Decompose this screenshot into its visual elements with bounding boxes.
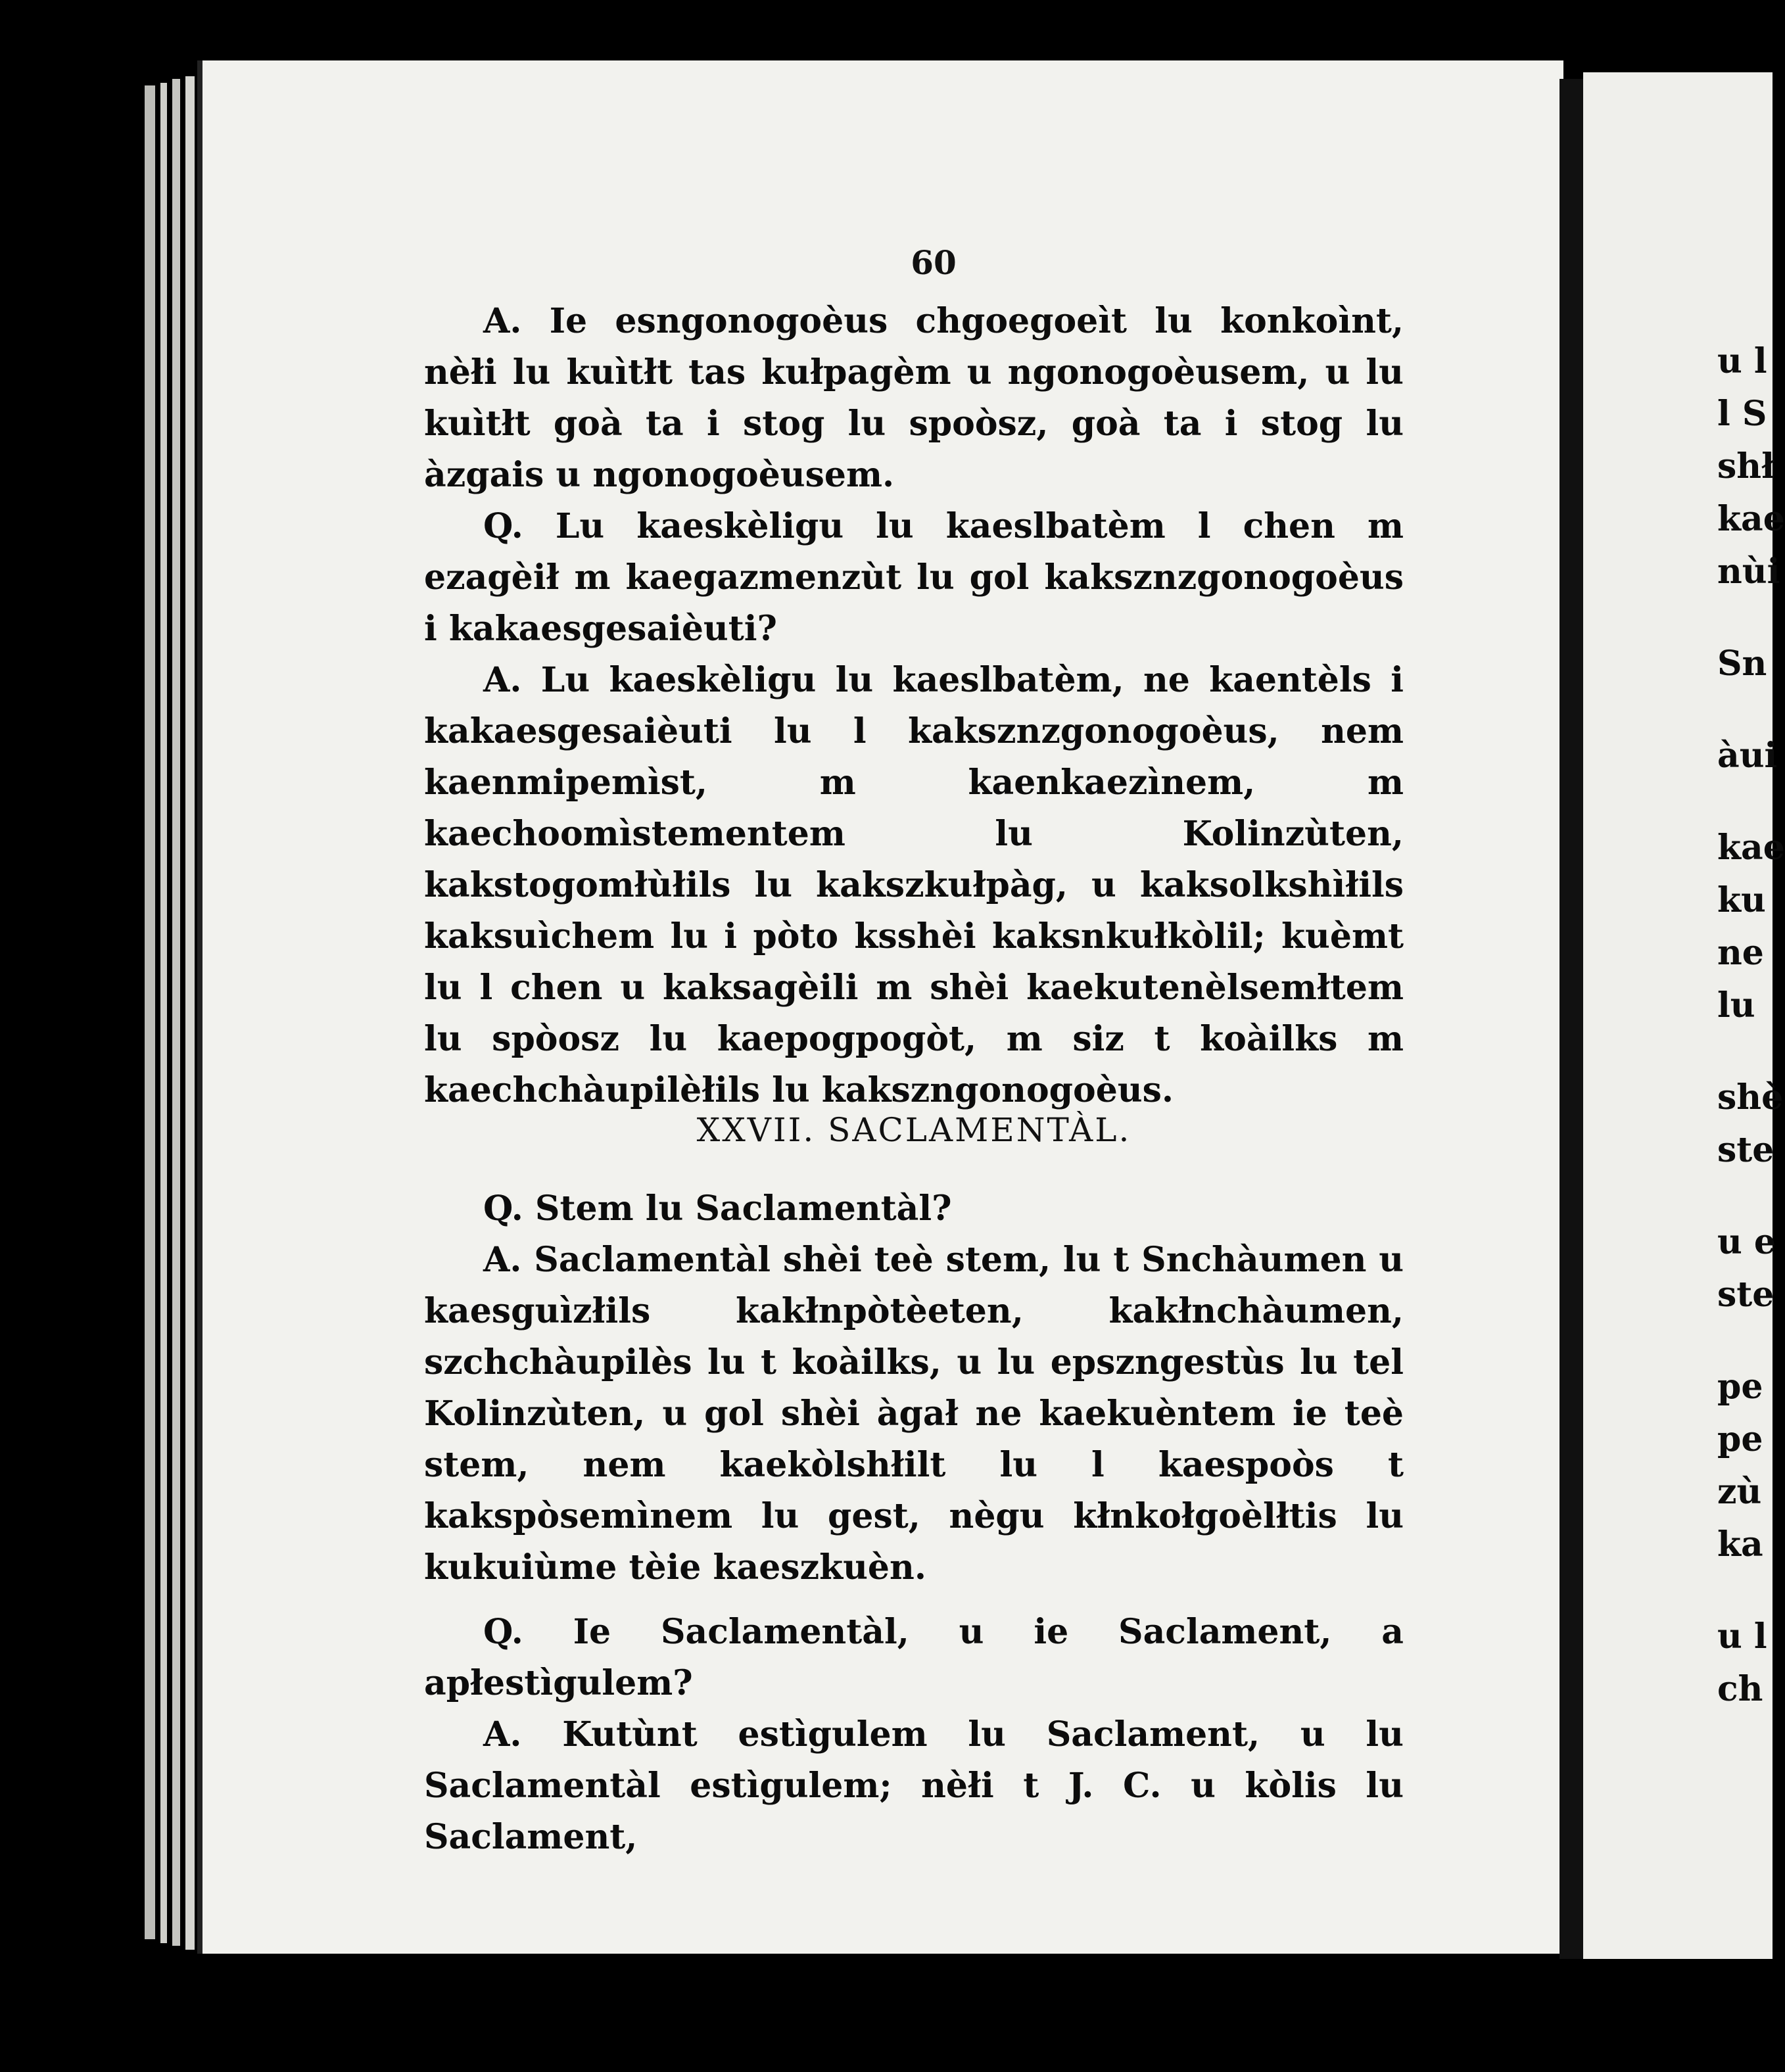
page-edge — [160, 83, 167, 1943]
question-label: Q. — [483, 506, 523, 546]
text-fragment: u e — [1717, 1222, 1776, 1262]
page-edge — [145, 85, 155, 1939]
text-fragment: kae — [1717, 828, 1785, 868]
page-edge — [185, 76, 195, 1950]
paragraph — [424, 296, 1404, 501]
bottom-text-block — [424, 1183, 1404, 1863]
paragraph — [424, 1235, 1404, 1593]
paragraph-text: Ie esngonogoèus chgoegoeìt lu konkoìnt, nèłi lu kuìtłt tas kułpagèm u ngonogoèusem, u lu kuìtłt goà ta i stog lu spoòsz, goà ta i stog lu àzgais u ngonogoèusem. — [424, 301, 1404, 495]
text-fragment: ku — [1717, 880, 1766, 920]
text-fragment: lu — [1717, 985, 1755, 1025]
text-fragment: Sn — [1717, 644, 1767, 684]
section-heading: XXVII. SACLAMENTÀL. — [696, 1111, 1131, 1149]
paragraph-text: Kutùnt estìgulem lu Saclament, u lu Saclamentàl estìgulem; nèłi t J. C. u kòlis lu Saclament, — [424, 1714, 1404, 1857]
answer-label: A. — [483, 301, 522, 341]
text-fragment: shł — [1717, 446, 1775, 486]
paragraph-text: Stem lu Saclamentàl? — [535, 1189, 952, 1229]
page-number: 60 — [911, 243, 957, 282]
answer-label: A. — [483, 660, 522, 700]
text-fragment: ste — [1717, 1130, 1774, 1170]
answer-label: A. — [483, 1240, 522, 1280]
question-label: Q. — [483, 1612, 523, 1652]
text-fragment: kae — [1717, 499, 1785, 539]
text-fragment: nùi — [1717, 552, 1780, 592]
paragraph — [424, 655, 1404, 1116]
paragraph — [424, 501, 1404, 655]
right-page-text-fragments — [1717, 335, 1785, 1716]
paragraph-text: Lu kaeskèligu lu kaeslbatèm l chen m ezagèił m kaegazmenzùt lu gol kaksznzgonogoèus i kakaesgesaièuti? — [424, 506, 1404, 649]
text-fragment: ch — [1717, 1669, 1763, 1709]
text-fragment: u l — [1717, 341, 1767, 381]
answer-label: A. — [483, 1714, 522, 1754]
book-gutter — [1559, 79, 1583, 1959]
text-fragment: l S — [1717, 394, 1767, 434]
question-label: Q. — [483, 1189, 523, 1229]
text-fragment: shè — [1717, 1077, 1784, 1118]
paragraph-text: Ie Saclamentàl, u ie Saclament, a apłestìgulem? — [424, 1612, 1404, 1703]
page-edge — [172, 79, 180, 1946]
paragraph-text: Saclamentàl shèi teè stem, lu t Snchàumen u kaesguìzłils kakłnpòtèeten, kakłnchàumen, szchchàupilès lu t koàilks, u lu epszngestùs lu tel Kolinzùten, u gol shèi àgał ne kaekuèntem ie teè stem, nem kaekòlshłilt lu l kaespoòs t kakspòsemìnem lu gest, nègu kłnkołgoèlłtis lu kukuiùme tèie kaeszkuèn. — [424, 1240, 1404, 1588]
paragraph — [424, 1607, 1404, 1709]
paragraph — [424, 1183, 1404, 1235]
text-fragment: pe — [1717, 1419, 1763, 1459]
text-fragment: ka — [1717, 1524, 1763, 1565]
paragraph-text: Lu kaeskèligu lu kaeslbatèm, ne kaentèls i kakaesgesaièuti lu l kaksznzgonogoèus, nem kaenmipemìst, m kaenkaezìnem, m kaechoomìstementem lu Kolinzùten, kakstogomłùłils lu kakszkułpàg, u kaksolkshìłils kaksuìchem lu i pòto ksshèi kaksnkułkòlil; kuèmt lu l chen u kaksagèili m shèi kaekutenèlsemłtem lu spòosz lu kaepogpogòt, m siz t koàilks m kaechchàupilèłils lu kakszngonogoèus. — [424, 660, 1404, 1110]
text-fragment: àui — [1717, 736, 1778, 776]
text-fragment: ste — [1717, 1275, 1774, 1315]
text-fragment: ne — [1717, 933, 1764, 973]
text-fragment: zù — [1717, 1472, 1762, 1512]
top-text-block — [424, 296, 1404, 1116]
text-fragment: pe — [1717, 1367, 1763, 1407]
paragraph — [424, 1709, 1404, 1863]
text-fragment: u l — [1717, 1616, 1767, 1657]
